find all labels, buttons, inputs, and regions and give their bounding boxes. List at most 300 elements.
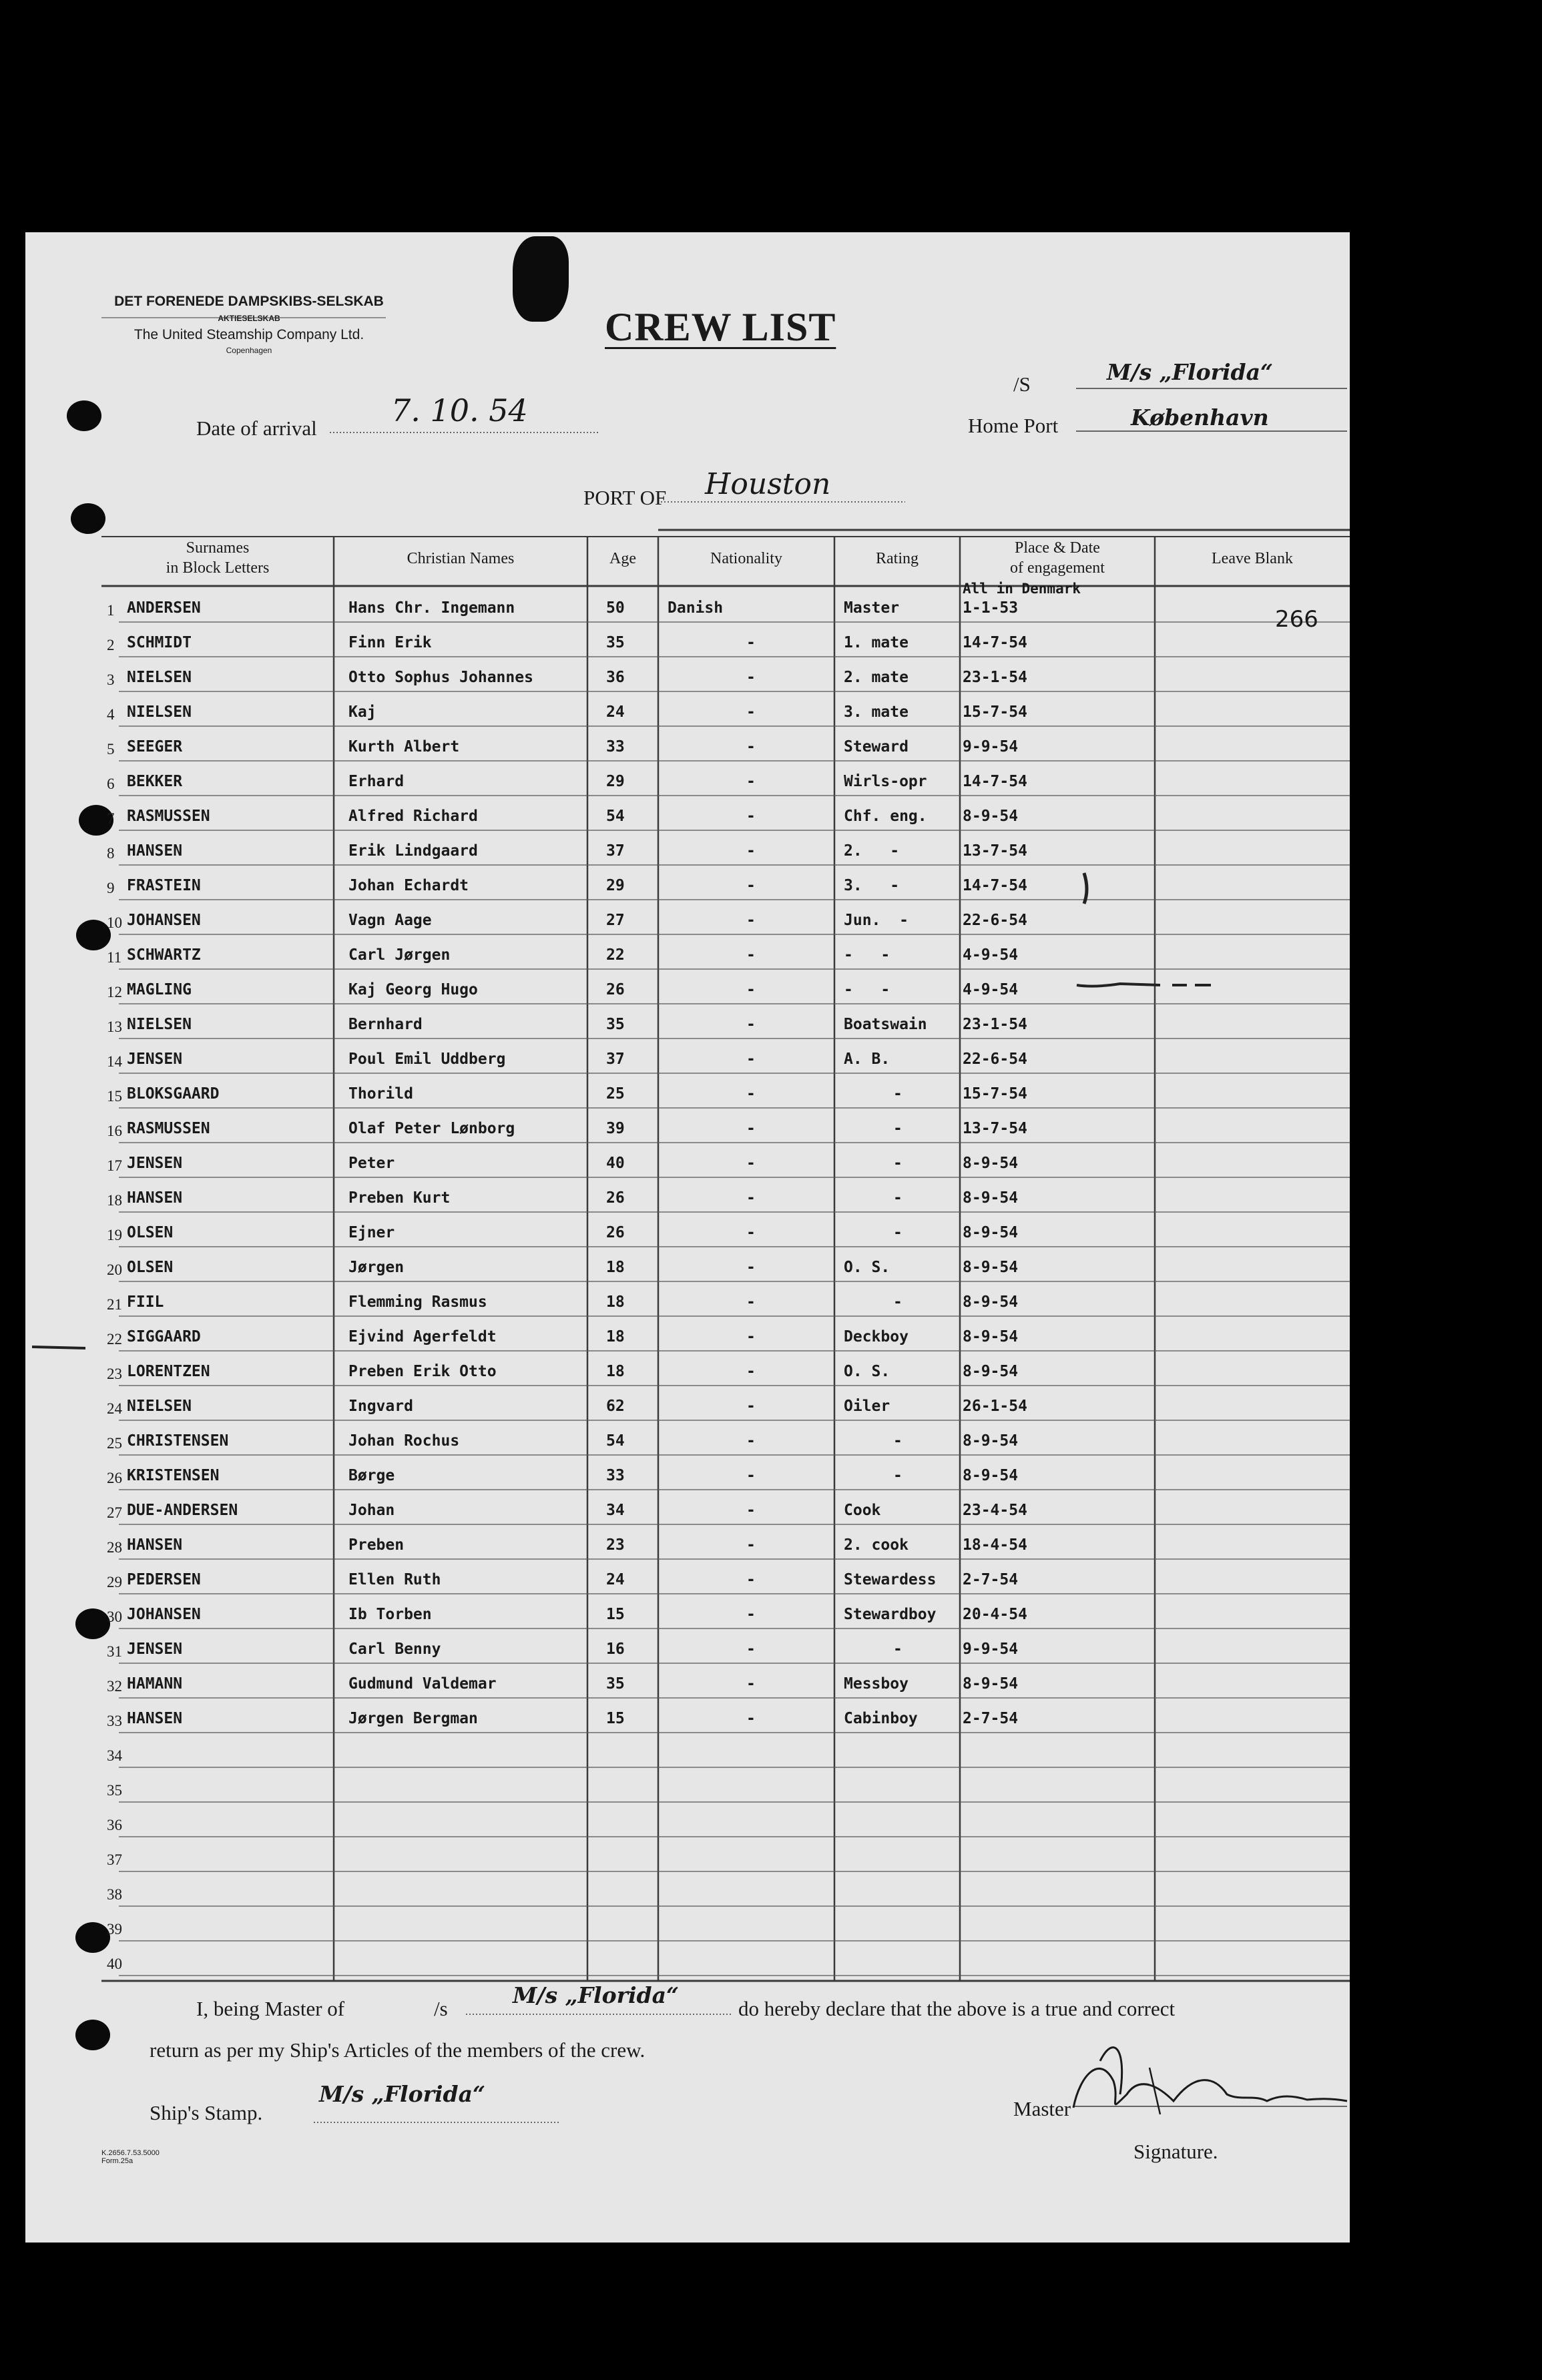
table-row [25, 1594, 1350, 1628]
rating-cell: - [893, 1641, 903, 1658]
rating-cell: Oiler [844, 1398, 890, 1415]
leave-blank-mark: 266 [1275, 606, 1318, 633]
engagement-cell: 22-6-54 [963, 1051, 1027, 1068]
christian-names-cell: Johan Rochus [348, 1432, 460, 1450]
rating-cell: - [893, 1467, 903, 1484]
table-row [25, 1871, 1350, 1906]
age-cell: 23 [606, 1536, 625, 1554]
age-cell: 34 [606, 1502, 625, 1519]
engagement-cell: 13-7-54 [963, 842, 1027, 860]
company-name: DET FORENEDE DAMPSKIBS-SELSKAB [114, 294, 384, 309]
table-row [25, 726, 1350, 761]
nationality-cell: - [746, 1502, 756, 1519]
surname-cell: SCHMIDT [127, 634, 192, 651]
table-row [25, 1386, 1350, 1420]
engagement-cell: 23-1-54 [963, 1016, 1027, 1033]
table-row [25, 761, 1350, 796]
declaration-prefix: /s [434, 1997, 448, 2020]
row-number: 37 [107, 1851, 122, 1868]
row-number: 13 [107, 1018, 122, 1035]
row-number: 18 [107, 1192, 122, 1209]
row-number: 25 [107, 1435, 122, 1452]
table-row [25, 1420, 1350, 1455]
surname-cell: NIELSEN [127, 1016, 192, 1033]
crew-list-document [25, 232, 1350, 2243]
rating-cell: Stewardess [844, 1571, 937, 1588]
engagement-cell: 8-9-54 [963, 1675, 1019, 1693]
nationality-cell: - [746, 1571, 756, 1588]
surname-cell: NIELSEN [127, 1398, 192, 1415]
port-of-value: Houston [705, 467, 831, 501]
age-cell: 15 [606, 1710, 625, 1727]
row-number: 29 [107, 1574, 122, 1590]
rating-cell: 3. - [844, 877, 900, 894]
surname-cell: ANDERSEN [127, 599, 201, 617]
age-cell: 35 [606, 1675, 625, 1693]
row-number: 32 [107, 1678, 122, 1695]
surname-cell: OLSEN [127, 1259, 174, 1276]
surname-cell: JOHANSEN [127, 1606, 201, 1623]
table-row [25, 587, 1350, 622]
rating-cell: A. B. [844, 1051, 890, 1068]
rating-cell: - - [844, 981, 890, 998]
christian-names-cell: Otto Sophus Johannes [348, 669, 533, 686]
column-header-surnames: Surnames in Block Letters [166, 539, 270, 577]
rating-cell: 2. cook [844, 1536, 909, 1554]
surname-cell: SCHWARTZ [127, 946, 201, 964]
table-row [25, 830, 1350, 865]
nationality-cell: - [746, 1398, 756, 1415]
table-row [25, 1941, 1350, 1976]
christian-names-cell: Jørgen [348, 1259, 405, 1276]
rating-cell: Master [844, 599, 900, 617]
surname-cell: SEEGER [127, 738, 183, 756]
row-number: 20 [107, 1261, 122, 1278]
christian-names-cell: Kaj Georg Hugo [348, 981, 478, 998]
engagement-cell: 8-9-54 [963, 1432, 1019, 1450]
row-number: 3 [107, 671, 115, 688]
table-row [25, 1281, 1350, 1316]
engagement-cell: 8-9-54 [963, 1189, 1019, 1207]
document-title: CREW LIST [605, 305, 836, 349]
row-number: 9 [107, 880, 115, 896]
row-number: 2 [107, 637, 115, 653]
table-row [25, 1767, 1350, 1802]
engagement-cell: 8-9-54 [963, 1363, 1019, 1380]
engagement-note: All in Denmark [963, 581, 1081, 597]
age-cell: 18 [606, 1259, 625, 1276]
nationality-cell: - [746, 912, 756, 929]
table-row [25, 1802, 1350, 1837]
christian-names-cell: Ingvard [348, 1398, 413, 1415]
christian-names-cell: Flemming Rasmus [348, 1293, 487, 1311]
table-row [25, 1073, 1350, 1108]
age-cell: 26 [606, 1189, 625, 1207]
table-row [25, 1698, 1350, 1733]
table-row [25, 1628, 1350, 1663]
christian-names-cell: Erik Lindgaard [348, 842, 478, 860]
christian-names-cell: Carl Benny [348, 1641, 441, 1658]
surname-cell: HANSEN [127, 1536, 183, 1554]
date-of-arrival-label: Date of arrival [196, 416, 317, 440]
nationality-cell: - [746, 1224, 756, 1241]
surname-cell: BLOKSGAARD [127, 1085, 220, 1103]
surname-cell: SIGGAARD [127, 1328, 201, 1346]
christian-names-cell: Carl Jørgen [348, 946, 451, 964]
row-number: 24 [107, 1400, 122, 1417]
rating-cell: 2. - [844, 842, 900, 860]
row-number: 19 [107, 1227, 122, 1243]
table-row [25, 865, 1350, 900]
nationality-cell: Danish [668, 599, 724, 617]
age-cell: 16 [606, 1641, 625, 1658]
column-header-age: Age [609, 550, 636, 567]
engagement-cell: 2-7-54 [963, 1710, 1019, 1727]
ships-stamp-value: M/s „Florida“ [319, 2081, 485, 2107]
surname-cell: RASMUSSEN [127, 1120, 210, 1137]
declaration-ship-stamp: M/s „Florida“ [513, 1982, 679, 2008]
christian-names-cell: Bernhard [348, 1016, 423, 1033]
row-number: 38 [107, 1886, 122, 1903]
age-cell: 29 [606, 877, 625, 894]
row-number: 4 [107, 706, 115, 723]
table-row [25, 1177, 1350, 1212]
table-row [25, 1524, 1350, 1559]
christian-names-cell: Thorild [348, 1085, 413, 1103]
surname-cell: HANSEN [127, 842, 183, 860]
engagement-cell: 8-9-54 [963, 1155, 1019, 1172]
surname-cell: NIELSEN [127, 669, 192, 686]
row-number: 34 [107, 1747, 122, 1764]
row-number: 14 [107, 1053, 122, 1070]
row-number: 28 [107, 1539, 122, 1556]
age-cell: 50 [606, 599, 625, 617]
column-header-nationality: Nationality [710, 550, 782, 567]
engagement-cell: 18-4-54 [963, 1536, 1027, 1554]
christian-names-cell: Erhard [348, 773, 405, 790]
surname-cell: HANSEN [127, 1710, 183, 1727]
christian-names-cell: Vagn Aage [348, 912, 432, 929]
company-city: Copenhagen [226, 346, 272, 355]
row-number: 8 [107, 845, 115, 862]
row-number: 35 [107, 1782, 122, 1799]
row-number: 15 [107, 1088, 122, 1105]
table-row [25, 1108, 1350, 1143]
engagement-cell: 8-9-54 [963, 1467, 1019, 1484]
rating-cell: Steward [844, 738, 909, 756]
age-cell: 35 [606, 634, 625, 651]
table-row [25, 900, 1350, 934]
rating-cell: Boatswain [844, 1016, 927, 1033]
christian-names-cell: Børge [348, 1467, 395, 1484]
rating-cell: Chf. eng. [844, 808, 927, 825]
surname-cell: BEKKER [127, 773, 183, 790]
surname-cell: DUE-ANDERSEN [127, 1502, 238, 1519]
nationality-cell: - [746, 808, 756, 825]
christian-names-cell: Ejvind Agerfeldt [348, 1328, 497, 1346]
table-row [25, 1906, 1350, 1941]
surname-cell: FRASTEIN [127, 877, 201, 894]
rating-cell: O. S. [844, 1363, 890, 1380]
age-cell: 15 [606, 1606, 625, 1623]
engagement-cell: 4-9-54 [963, 981, 1019, 998]
rating-cell: Jun. - [844, 912, 909, 929]
christian-names-cell: Kaj [348, 703, 376, 721]
table-row [25, 969, 1350, 1004]
company-sub: AKTIESELSKAB [218, 314, 280, 323]
rating-cell: 3. mate [844, 703, 909, 721]
age-cell: 35 [606, 1016, 625, 1033]
table-row [25, 1663, 1350, 1698]
engagement-cell: 15-7-54 [963, 1085, 1027, 1103]
rating-cell: Messboy [844, 1675, 909, 1693]
engagement-cell: 4-9-54 [963, 946, 1019, 964]
declaration-text-2: do hereby declare that the above is a true and correct [738, 1997, 1176, 2020]
row-number: 17 [107, 1157, 122, 1174]
row-number: 30 [107, 1608, 122, 1625]
row-number: 33 [107, 1713, 122, 1729]
row-number: 6 [107, 776, 115, 792]
surname-cell: KRISTENSEN [127, 1467, 220, 1484]
nationality-cell: - [746, 842, 756, 860]
nationality-cell: - [746, 1467, 756, 1484]
nationality-cell: - [746, 1189, 756, 1207]
engagement-cell: 26-1-54 [963, 1398, 1027, 1415]
nationality-cell: - [746, 1051, 756, 1068]
table-row [25, 691, 1350, 726]
christian-names-cell: Kurth Albert [348, 738, 460, 756]
surname-cell: JENSEN [127, 1155, 183, 1172]
engagement-cell: 8-9-54 [963, 1259, 1019, 1276]
rating-cell: - [893, 1224, 903, 1241]
nationality-cell: - [746, 1155, 756, 1172]
age-cell: 33 [606, 1467, 625, 1484]
row-number: 26 [107, 1470, 122, 1486]
christian-names-cell: Preben [348, 1536, 405, 1554]
date-of-arrival-value: 7. 10. 54 [391, 392, 528, 428]
table-row [25, 1837, 1350, 1871]
age-cell: 18 [606, 1293, 625, 1311]
column-header-engagement: Place & Date of engagement [1010, 539, 1105, 577]
row-number: 7 [107, 810, 115, 827]
rating-cell: - [893, 1155, 903, 1172]
nationality-cell: - [746, 1293, 756, 1311]
declaration-line-2: return as per my Ship's Articles of the members of the crew. [150, 2038, 646, 2062]
row-number: 31 [107, 1643, 122, 1660]
christian-names-cell: Ejner [348, 1224, 395, 1241]
surname-cell: NIELSEN [127, 703, 192, 721]
ship-prefix: /S [1013, 372, 1031, 396]
home-port-value: København [1131, 404, 1269, 430]
row-number: 16 [107, 1123, 122, 1139]
christian-names-cell: Johan [348, 1502, 395, 1519]
row-number: 27 [107, 1504, 122, 1521]
rating-cell: - [893, 1085, 903, 1103]
age-cell: 54 [606, 1432, 625, 1450]
christian-names-cell: Alfred Richard [348, 808, 478, 825]
row-number: 40 [107, 1956, 122, 1972]
home-port-label: Home Port [968, 414, 1059, 437]
christian-names-cell: Preben Kurt [348, 1189, 451, 1207]
row-number: 12 [107, 984, 122, 1000]
nationality-cell: - [746, 1363, 756, 1380]
age-cell: 62 [606, 1398, 625, 1415]
ship-name-stamp: M/s „Florida“ [1107, 359, 1273, 385]
engagement-cell: 2-7-54 [963, 1571, 1019, 1588]
surname-cell: JENSEN [127, 1641, 183, 1658]
engagement-cell: 14-7-54 [963, 877, 1027, 894]
table-row [25, 1038, 1350, 1073]
christian-names-cell: Peter [348, 1155, 395, 1172]
ships-stamp-label: Ship's Stamp. [150, 2101, 263, 2124]
christian-names-cell: Gudmund Valdemar [348, 1675, 497, 1693]
surname-cell: PEDERSEN [127, 1571, 201, 1588]
engagement-cell: 23-4-54 [963, 1502, 1027, 1519]
age-cell: 54 [606, 808, 625, 825]
engagement-cell: 22-6-54 [963, 912, 1027, 929]
row-number: 21 [107, 1296, 122, 1313]
engagement-cell: 14-7-54 [963, 634, 1027, 651]
age-cell: 37 [606, 1051, 625, 1068]
column-header-rating: Rating [876, 550, 919, 567]
port-of-label: PORT OF [583, 486, 667, 509]
surname-cell: HANSEN [127, 1189, 183, 1207]
christian-names-cell: Ib Torben [348, 1606, 432, 1623]
engagement-cell: 8-9-54 [963, 1293, 1019, 1311]
engagement-cell: 13-7-54 [963, 1120, 1027, 1137]
rating-cell: Wirls-opr [844, 773, 927, 790]
christian-names-cell: Ellen Ruth [348, 1571, 441, 1588]
age-cell: 26 [606, 981, 625, 998]
age-cell: 29 [606, 773, 625, 790]
age-cell: 25 [606, 1085, 625, 1103]
nationality-cell: - [746, 946, 756, 964]
age-cell: 40 [606, 1155, 625, 1172]
column-header-christian-names: Christian Names [407, 550, 515, 567]
rating-cell: - [893, 1432, 903, 1450]
rating-cell: 2. mate [844, 669, 909, 686]
nationality-cell: - [746, 877, 756, 894]
nationality-cell: - [746, 1328, 756, 1346]
rating-cell: Deckboy [844, 1328, 909, 1346]
table-row [25, 1455, 1350, 1490]
nationality-cell: - [746, 1016, 756, 1033]
table-row [25, 1490, 1350, 1524]
surname-cell: RASMUSSEN [127, 808, 210, 825]
age-cell: 22 [606, 946, 625, 964]
engagement-cell: 8-9-54 [963, 808, 1019, 825]
nationality-cell: - [746, 1085, 756, 1103]
column-header-leave-blank: Leave Blank [1212, 550, 1293, 567]
engagement-cell: 9-9-54 [963, 738, 1019, 756]
nationality-cell: - [746, 703, 756, 721]
christian-names-cell: Olaf Peter Lønborg [348, 1120, 515, 1137]
age-cell: 18 [606, 1328, 625, 1346]
table-row [25, 934, 1350, 969]
rating-cell: 1. mate [844, 634, 909, 651]
row-number: 36 [107, 1817, 122, 1833]
table-row [25, 1247, 1350, 1281]
surname-cell: FIIL [127, 1293, 164, 1311]
engagement-cell: 1-1-53 [963, 599, 1019, 617]
nationality-cell: - [746, 738, 756, 756]
engagement-cell: 23-1-54 [963, 669, 1027, 686]
company-english-name: The United Steamship Company Ltd. [134, 327, 364, 342]
row-number: 10 [107, 914, 122, 931]
table-row [25, 796, 1350, 830]
christian-names-cell: Preben Erik Otto [348, 1363, 497, 1380]
nationality-cell: - [746, 634, 756, 651]
table-row [25, 1316, 1350, 1351]
age-cell: 36 [606, 669, 625, 686]
nationality-cell: - [746, 1675, 756, 1693]
engagement-cell: 20-4-54 [963, 1606, 1027, 1623]
age-cell: 33 [606, 738, 625, 756]
age-cell: 26 [606, 1224, 625, 1241]
engagement-cell: 8-9-54 [963, 1224, 1019, 1241]
table-row [25, 1212, 1350, 1247]
christian-names-cell: Jørgen Bergman [348, 1710, 478, 1727]
surname-cell: CHRISTENSEN [127, 1432, 229, 1450]
age-cell: 24 [606, 1571, 625, 1588]
row-number: 5 [107, 741, 115, 758]
age-cell: 27 [606, 912, 625, 929]
nationality-cell: - [746, 1536, 756, 1554]
surname-cell: JENSEN [127, 1051, 183, 1068]
table-row [25, 1733, 1350, 1767]
surname-cell: MAGLING [127, 981, 192, 998]
nationality-cell: - [746, 981, 756, 998]
christian-names-cell: Johan Echardt [348, 877, 469, 894]
rating-cell: - [893, 1293, 903, 1311]
declaration-text-1: I, being Master of [196, 1997, 345, 2020]
nationality-cell: - [746, 1710, 756, 1727]
age-cell: 24 [606, 703, 625, 721]
rating-cell: Cabinboy [844, 1710, 918, 1727]
row-number: 22 [107, 1331, 122, 1348]
age-cell: 39 [606, 1120, 625, 1137]
nationality-cell: - [746, 1641, 756, 1658]
surname-cell: JOHANSEN [127, 912, 201, 929]
row-number: 1 [107, 602, 115, 619]
table-row [25, 1004, 1350, 1038]
table-row [25, 1351, 1350, 1386]
row-number: 39 [107, 1921, 122, 1938]
surname-cell: LORENTZEN [127, 1363, 210, 1380]
christian-names-cell: Finn Erik [348, 634, 432, 651]
row-number: 23 [107, 1366, 122, 1382]
rating-cell: - - [844, 946, 890, 964]
nationality-cell: - [746, 773, 756, 790]
engagement-cell: 15-7-54 [963, 703, 1027, 721]
rating-cell: Stewardboy [844, 1606, 937, 1623]
form-code: K.2656.7.53.5000 Form.25a [101, 2149, 160, 2165]
nationality-cell: - [746, 1120, 756, 1137]
age-cell: 37 [606, 842, 625, 860]
table-row [25, 1143, 1350, 1177]
table-row [25, 1559, 1350, 1594]
rating-cell: Cook [844, 1502, 881, 1519]
engagement-cell: 8-9-54 [963, 1328, 1019, 1346]
engagement-cell: 9-9-54 [963, 1641, 1019, 1658]
nationality-cell: - [746, 1432, 756, 1450]
signature-label: Signature. [1133, 2140, 1218, 2163]
nationality-cell: - [746, 669, 756, 686]
table-row [25, 657, 1350, 691]
master-label: Master [1013, 2097, 1071, 2120]
table-row [25, 622, 1350, 657]
surname-cell: OLSEN [127, 1224, 174, 1241]
